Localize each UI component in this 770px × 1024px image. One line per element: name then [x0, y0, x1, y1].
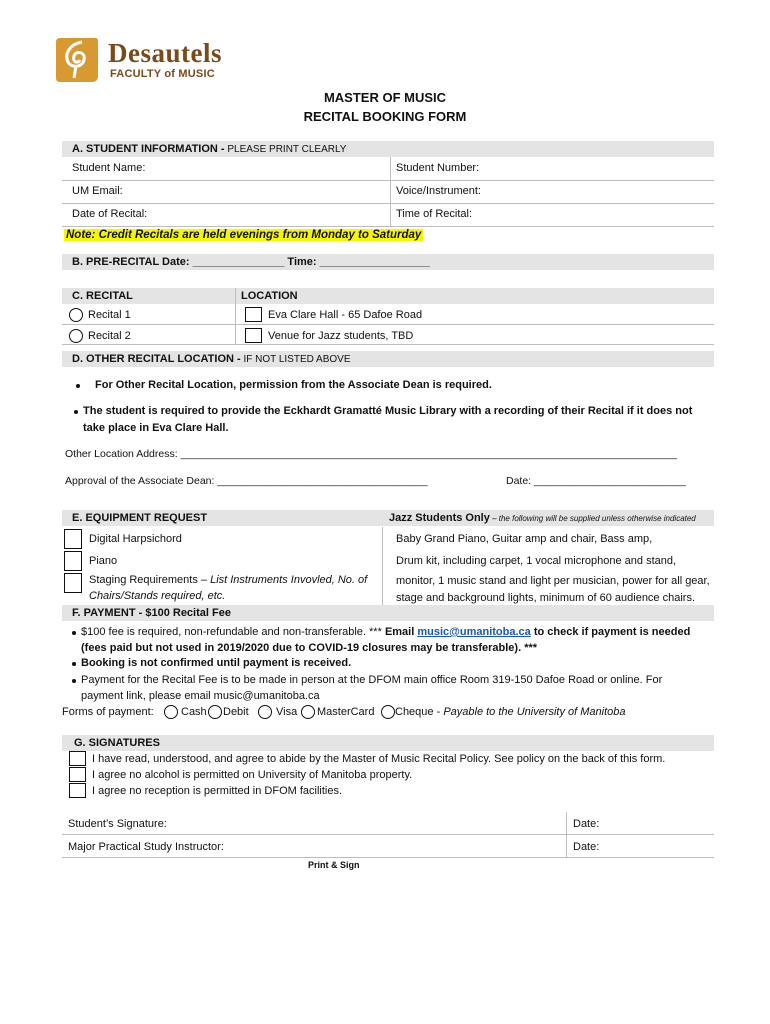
recital-2-radio[interactable]	[69, 329, 83, 343]
location-2-label: Venue for Jazz students, TBD	[268, 330, 414, 342]
bullet	[72, 631, 76, 635]
fee-note: $100 fee is required, non-refundable and non-transferable. *** Email music@umanitoba.ca to check if payment is needed	[81, 626, 691, 638]
payment-note-line1: Payment for the Recital Fee is to be made in person at the DFOM main office Room 319-150 Dafoe Road or online. For	[81, 674, 663, 686]
alcohol-ack-label: I agree no alcohol is permitted on University of Manitoba property.	[92, 769, 413, 781]
visa-label: Visa	[276, 706, 298, 718]
divider	[382, 527, 383, 605]
jazz-equipment-line2: Drum kit, including carpet, 1 vocal microphone and stand,	[396, 555, 677, 567]
location-header: LOCATION	[241, 290, 298, 302]
location-2-checkbox[interactable]	[245, 328, 262, 343]
divider	[62, 834, 714, 835]
mastercard-radio[interactable]	[301, 705, 315, 719]
visa-radio[interactable]	[258, 705, 272, 719]
signatures-header: G. SIGNATURES	[74, 737, 160, 749]
form-title-line1: MASTER OF MUSIC	[323, 90, 447, 105]
cheque-radio[interactable]	[381, 705, 395, 719]
bullet	[72, 679, 76, 683]
location-1-checkbox[interactable]	[245, 307, 262, 322]
staging-label-line2: Chairs/Stands required, etc.	[89, 590, 226, 602]
equipment-request-header: E. EQUIPMENT REQUEST	[72, 512, 208, 524]
email-link[interactable]: music@umanitoba.ca	[417, 626, 531, 638]
reception-ack-checkbox[interactable]	[69, 783, 86, 798]
jazz-equipment-line1: Baby Grand Piano, Guitar amp and chair, Bass amp,	[396, 533, 653, 545]
divider	[566, 812, 567, 858]
reception-ack-label: I agree no reception is permitted in DFOM facilities.	[92, 785, 343, 797]
bullet	[76, 384, 80, 388]
alcohol-ack-checkbox[interactable]	[69, 767, 86, 782]
debit-radio[interactable]	[208, 705, 222, 719]
logo-subtitle: FACULTY of MUSIC	[110, 68, 215, 80]
approval-field[interactable]: Approval of the Associate Dean: ____________________________________	[65, 475, 428, 487]
mastercard-label: MasterCard	[317, 706, 375, 718]
date-of-recital-label: Date of Recital:	[72, 208, 148, 220]
policy-ack-label: I have read, understood, and agree to abide by the Master of Music Recital Policy. See policy on the back of this form.	[92, 753, 666, 765]
recital-1-radio[interactable]	[69, 308, 83, 322]
jazz-equipment-line3: monitor, 1 music stand and light per musician, power for all gear,	[396, 575, 710, 587]
recital-2-label: Recital 2	[88, 330, 131, 342]
instructor-signature-date-label: Date:	[573, 841, 600, 853]
recording-note-line2: take place in Eva Clare Hall.	[83, 422, 229, 434]
jazz-students-header: Jazz Students Only – the following will be supplied unless otherwise indicated	[389, 512, 696, 524]
divider	[390, 157, 391, 226]
harpsichord-checkbox[interactable]	[64, 529, 82, 549]
student-signature-label: Student’s Signature:	[68, 818, 167, 830]
divider	[235, 288, 236, 344]
section-b-header: B. PRE-RECITAL Date: _______________ Time: __________________	[62, 254, 714, 270]
section-f-header: F. PAYMENT - $100 Recital Fee	[62, 605, 714, 621]
policy-ack-checkbox[interactable]	[69, 751, 86, 766]
harpsichord-label: Digital Harpsichord	[89, 533, 182, 545]
cash-label: Cash	[181, 706, 207, 718]
staging-checkbox[interactable]	[64, 573, 82, 593]
cheque-label: Cheque - Payable to the University of Manitoba	[395, 706, 626, 718]
booking-note: Booking is not confirmed until payment is received.	[81, 657, 352, 669]
logo-name: Desautels	[108, 38, 222, 68]
student-name-label: Student Name:	[72, 162, 146, 174]
piano-label: Piano	[89, 555, 118, 567]
jazz-equipment-line4: stage and background lights, minimum of 60 audience chairs.	[396, 592, 696, 604]
section-c-header	[62, 288, 714, 304]
divider	[62, 857, 714, 858]
divider	[62, 180, 714, 181]
form-title-line2: RECITAL BOOKING FORM	[303, 109, 467, 124]
student-number-label: Student Number:	[396, 162, 480, 174]
location-1-label: Eva Clare Hall - 65 Dafoe Road	[268, 309, 423, 321]
bullet	[74, 410, 78, 414]
credit-recital-note: Note: Credit Recitals are held evenings from Monday to Saturday	[66, 229, 422, 241]
treble-clef-logo-icon	[52, 36, 100, 84]
cash-radio[interactable]	[164, 705, 178, 719]
recital-header: C. RECITAL	[72, 290, 133, 302]
divider	[62, 344, 714, 345]
section-a-header: A. STUDENT INFORMATION - PLEASE PRINT CLEARLY	[62, 141, 714, 157]
staging-label: Staging Requirements – List Instruments Invovled, No. of	[89, 574, 368, 586]
section-d-header: D. OTHER RECITAL LOCATION - IF NOT LISTED ABOVE	[62, 351, 714, 367]
piano-checkbox[interactable]	[64, 551, 82, 571]
recording-note-line1: The student is required to provide the Eckhardt Gramatté Music Library with a recording of their Recital if it does not	[83, 405, 693, 417]
divider	[62, 324, 714, 325]
approval-date-field[interactable]: Date: __________________________	[506, 475, 686, 487]
um-email-label: UM Email:	[72, 185, 123, 197]
divider	[62, 203, 714, 204]
student-signature-date-label: Date:	[573, 818, 600, 830]
fee-note-line2: (fees paid but not used in 2019/2020 due to COVID-19 closures may be transferable). ***	[81, 642, 538, 654]
payment-note-line2: payment link, please email music@umanitoba.ca	[81, 690, 320, 702]
bullet	[72, 662, 76, 666]
time-of-recital-label: Time of Recital:	[396, 208, 473, 220]
print-sign-caption: Print & Sign	[308, 860, 360, 870]
permission-note: For Other Recital Location, permission from the Associate Dean is required.	[95, 379, 492, 391]
voice-instrument-label: Voice/Instrument:	[396, 185, 481, 197]
recital-1-label: Recital 1	[88, 309, 131, 321]
other-address-field[interactable]: Other Location Address: _____________________________________________________________________________________	[65, 448, 677, 460]
forms-of-payment-label: Forms of payment:	[62, 706, 154, 718]
instructor-signature-label: Major Practical Study Instructor:	[68, 841, 224, 853]
debit-label: Debit	[223, 706, 249, 718]
divider	[62, 226, 714, 227]
